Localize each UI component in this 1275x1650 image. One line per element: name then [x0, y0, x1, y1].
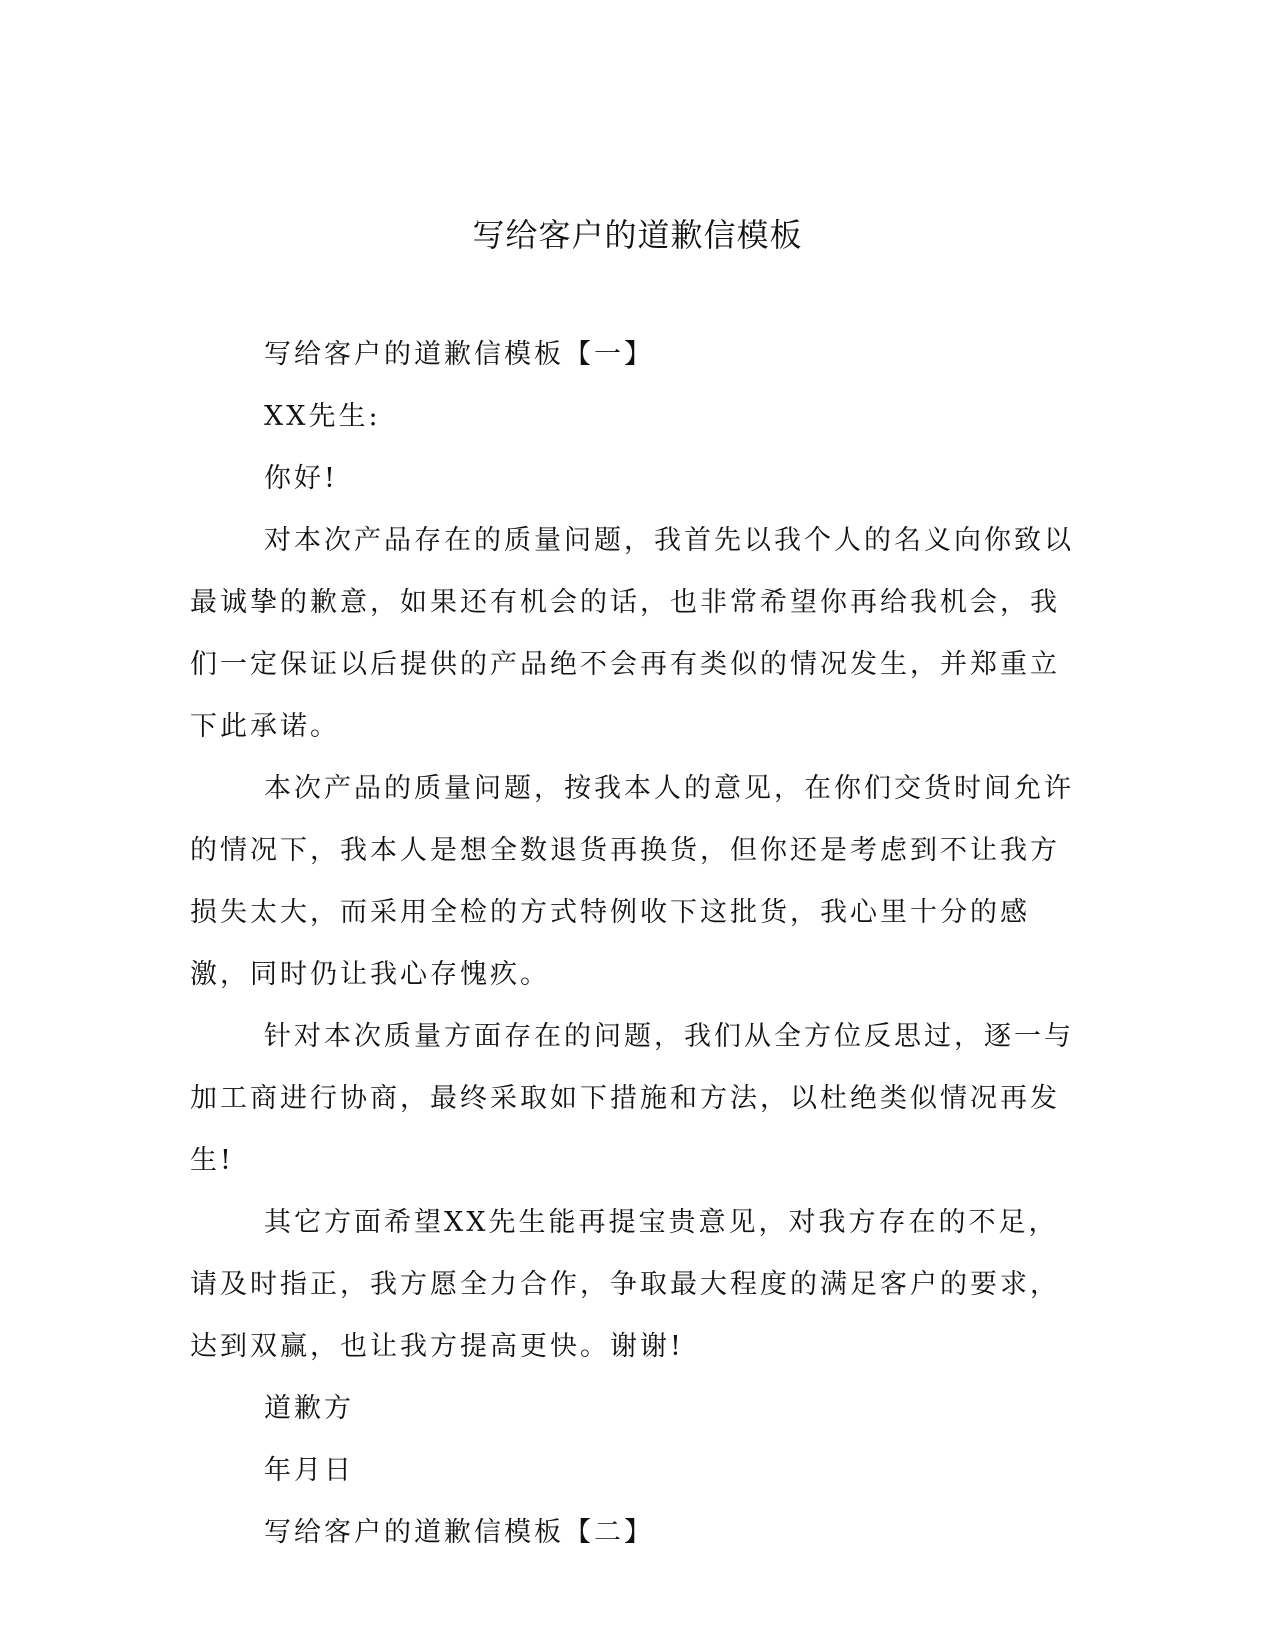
body-paragraph: 针对本次质量方面存在的问题，我们从全方位反思过，逐一与加工商进行协商，最终采取如下措施和方法，以杜绝类似情况再发生! — [190, 1021, 1074, 1176]
body-paragraph: 本次产品的质量问题，按我本人的意见，在你们交货时间允许的情况下，我本人是想全数退货再换货，但你还是考虑到不让我方损失太大，而采用全检的方式特例收下这批货，我心里十分的感激，同时仍让我心存愧疚。 — [190, 773, 1074, 990]
greeting: 你好! — [264, 463, 338, 494]
document-body — [190, 324, 1085, 1564]
section-heading-2: 写给客户的道歉信模板【二】 — [264, 1517, 654, 1548]
document-title: 写给客户的道歉信模板 — [472, 216, 803, 254]
signature: 道歉方 — [264, 1393, 354, 1424]
salutation: XX先生: — [264, 401, 381, 432]
body-paragraph: 其它方面希望XX先生能再提宝贵意见，对我方存在的不足，请及时指正，我方愿全力合作，争取最大程度的满足客户的要求，达到双赢，也让我方提高更快。谢谢! — [190, 1207, 1060, 1362]
body-paragraph: 对本次产品存在的质量问题，我首先以我个人的名义向你致以最诚挚的歉意，如果还有机会的话，也非常希望你再给我机会，我们一定保证以后提供的产品绝不会再有类似的情况发生，并郑重立下此承诺。 — [190, 525, 1074, 742]
section-heading-1: 写给客户的道歉信模板【一】 — [264, 339, 654, 370]
date-line: 年月日 — [264, 1455, 354, 1486]
